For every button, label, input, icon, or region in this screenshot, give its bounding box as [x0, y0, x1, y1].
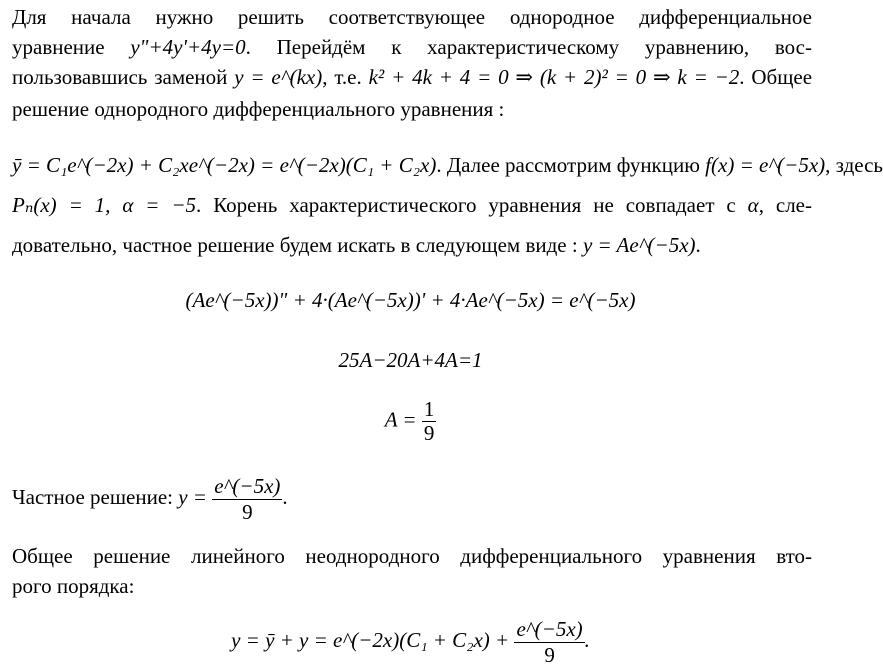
text-line-3: пользовавшись заменой y = e^(kx), т.е. k² + 4k + 4 = 0 ⇒ (k + 2)² = 0 ⇒ k = −2. Общее: [12, 65, 813, 89]
line2-suffix: . Перейдём к характеристическому уравнению, вос-: [245, 35, 812, 59]
line2-prefix: уравнение: [12, 35, 105, 59]
equation-substitution: (Ae^(−5x))" + 4·(Ae^(−5x))' + 4·Ae^(−5x) = e^(−5x): [185, 288, 636, 312]
particular-label: Частное решение:: [12, 485, 173, 509]
text-line-7: довательно, частное решение будем искать в следующем виде : y = Ae^(−5x).: [12, 233, 701, 257]
text-line-5: ȳ = C₁e^(−2x) + C₂xe^(−2x) = e^(−2x)(C₁ + C₂x). Далее рассмотрим функцию f(x) = e^(−5x), здесь: [12, 153, 883, 177]
general-homogeneous-solution: ȳ = C₁e^(−2x) + C₂xe^(−2x) = e^(−2x)(C₁ + C₂x): [12, 153, 437, 177]
final-fraction: $\frac{e\^{}(-5x)}{9}$: [516, 616, 583, 667]
particular-solution: Частное решение: y = $\frac{e\^{}(-5x)}{9}$ .: [12, 473, 288, 524]
text-line-2: [12, 32, 812, 62]
final-solution: y = ȳ + y = e^(−2x)(C₁ + C₂x) + $\frac{e\^{}(-5x)}{9}$ .: [231, 616, 590, 667]
fraction-one-ninth: $\frac{1}{9}$: [423, 397, 435, 446]
substitution-formula: y = e^(kx): [234, 65, 323, 89]
equation-coefficients: 25A−20A+4A=1: [338, 348, 483, 372]
particular-fraction: $\frac{e\^{}(-5x)}{9}$: [214, 473, 281, 524]
right-side-function: f(x) = e^(−5x): [705, 153, 826, 177]
homogeneous-equation: y"+4y'+4y=0: [130, 35, 246, 59]
text-line-1: Для начала нужно решить соответствующее однородное дифференциальное: [12, 5, 812, 29]
text-general-1: Общее решение линейного неоднородного дифференциального уравнения вто-: [12, 544, 812, 568]
text-line-4: решение однородного дифференциального уравнения :: [12, 97, 505, 121]
text-general-2: рого порядка:: [12, 574, 135, 598]
alpha-symbol: α: [747, 193, 759, 217]
parameters: Pₙ(x) = 1, α = −5: [12, 193, 197, 217]
particular-form: y = Ae^(−5x): [582, 233, 696, 257]
characteristic-equation: k² + 4k + 4 = 0 ⇒ (k + 2)² = 0 ⇒ k = −2: [368, 65, 740, 89]
text-line-6: Pₙ(x) = 1, α = −5. Корень характеристического уравнения не совпадает с α, сле-: [12, 193, 812, 217]
equation-a-value: A = $\frac{1}{9}$: [384, 397, 435, 446]
